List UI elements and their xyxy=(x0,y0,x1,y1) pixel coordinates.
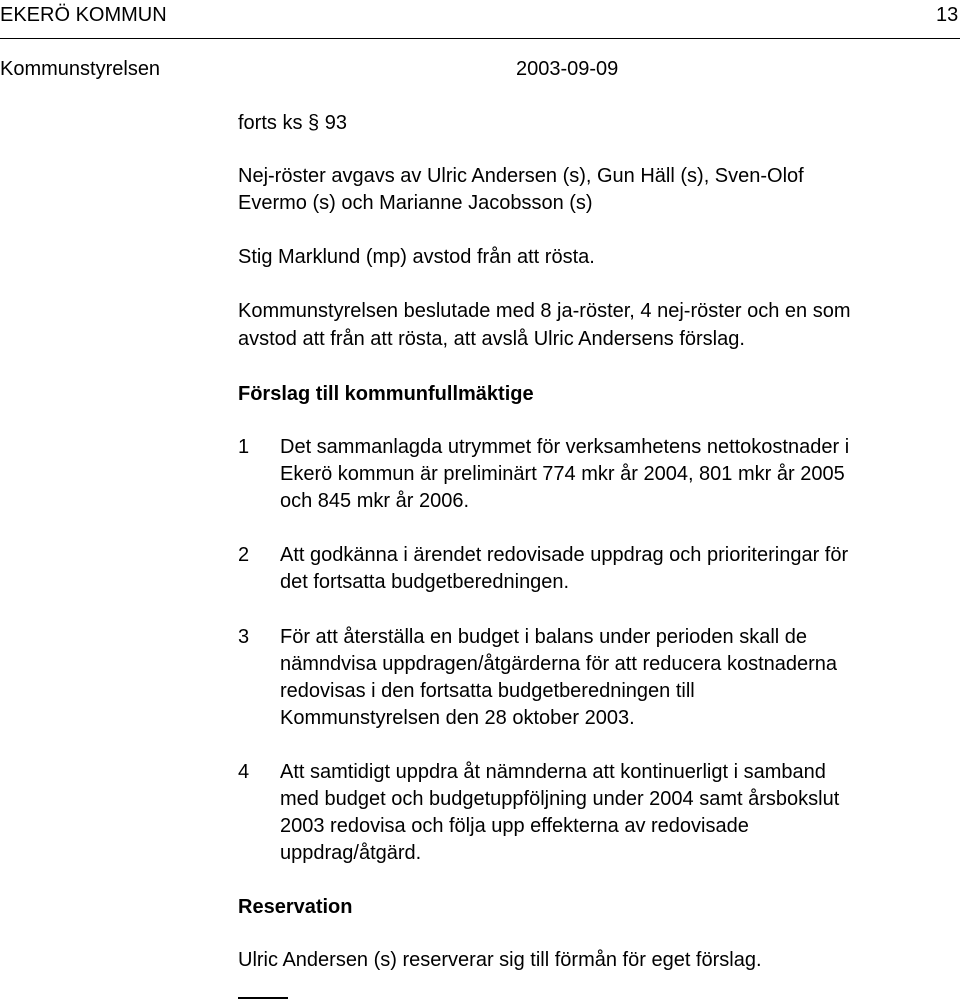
item-line: Ekerö kommun är preliminärt 774 mkr år 2004, 801 mkr år 2005 xyxy=(280,463,845,485)
item-line: För att återställa en budget i balans under perioden skall de xyxy=(280,626,808,648)
item-line: Att godkänna i ärendet redovisade uppdrag och prioriteringar för xyxy=(280,544,849,566)
header-org: EKERÖ KOMMUN xyxy=(0,4,167,26)
item-number: 2 xyxy=(238,544,250,566)
paragraph-line: Nej-röster avgavs av Ulric Andersen (s), Gun Häll (s), Sven-Olof xyxy=(238,165,804,187)
item-line: redovisas i den fortsatta budgetberedningen till xyxy=(280,680,695,702)
item-number: 1 xyxy=(238,436,250,458)
item-line: Att samtidigt uppdra åt nämnderna att kontinuerligt i samband xyxy=(280,761,826,783)
reservation-heading: Reservation xyxy=(238,896,353,918)
reservation-text: Ulric Andersen (s) reserverar sig till förmån för eget förslag. xyxy=(238,949,762,971)
paragraph-avstod: Stig Marklund (mp) avstod från att rösta. xyxy=(238,246,595,268)
section-ref: forts ks § 93 xyxy=(238,112,347,134)
proposal-heading: Förslag till kommunfullmäktige xyxy=(238,383,534,405)
item-line: Kommunstyrelsen den 28 oktober 2003. xyxy=(280,707,635,729)
item-line: och 845 mkr år 2006. xyxy=(280,490,469,512)
paragraph-line: Evermo (s) och Marianne Jacobsson (s) xyxy=(238,192,593,214)
item-line: nämndvisa uppdragen/åtgärderna för att reducera kostnaderna xyxy=(280,653,838,675)
item-line: uppdrag/åtgärd. xyxy=(280,842,422,864)
footer-divider xyxy=(238,997,288,999)
header-date: 2003-09-09 xyxy=(516,58,619,80)
item-line: Det sammanlagda utrymmet för verksamhetens nettokostnader i xyxy=(280,436,850,458)
item-line: det fortsatta budgetberedningen. xyxy=(280,571,570,593)
item-number: 3 xyxy=(238,626,250,648)
paragraph-line: avstod att från att rösta, att avslå Ulric Andersens förslag. xyxy=(238,328,745,350)
item-line: med budget och budgetuppföljning under 2004 samt årsbokslut xyxy=(280,788,840,810)
item-line: 2003 redovisa och följa upp effekterna av redovisade xyxy=(280,815,749,837)
item-number: 4 xyxy=(238,761,250,783)
page-number: 13 xyxy=(936,4,959,26)
header-divider xyxy=(0,38,960,39)
header-body: Kommunstyrelsen xyxy=(0,58,161,80)
paragraph-line: Kommunstyrelsen beslutade med 8 ja-röster, 4 nej-röster och en som xyxy=(238,300,851,322)
